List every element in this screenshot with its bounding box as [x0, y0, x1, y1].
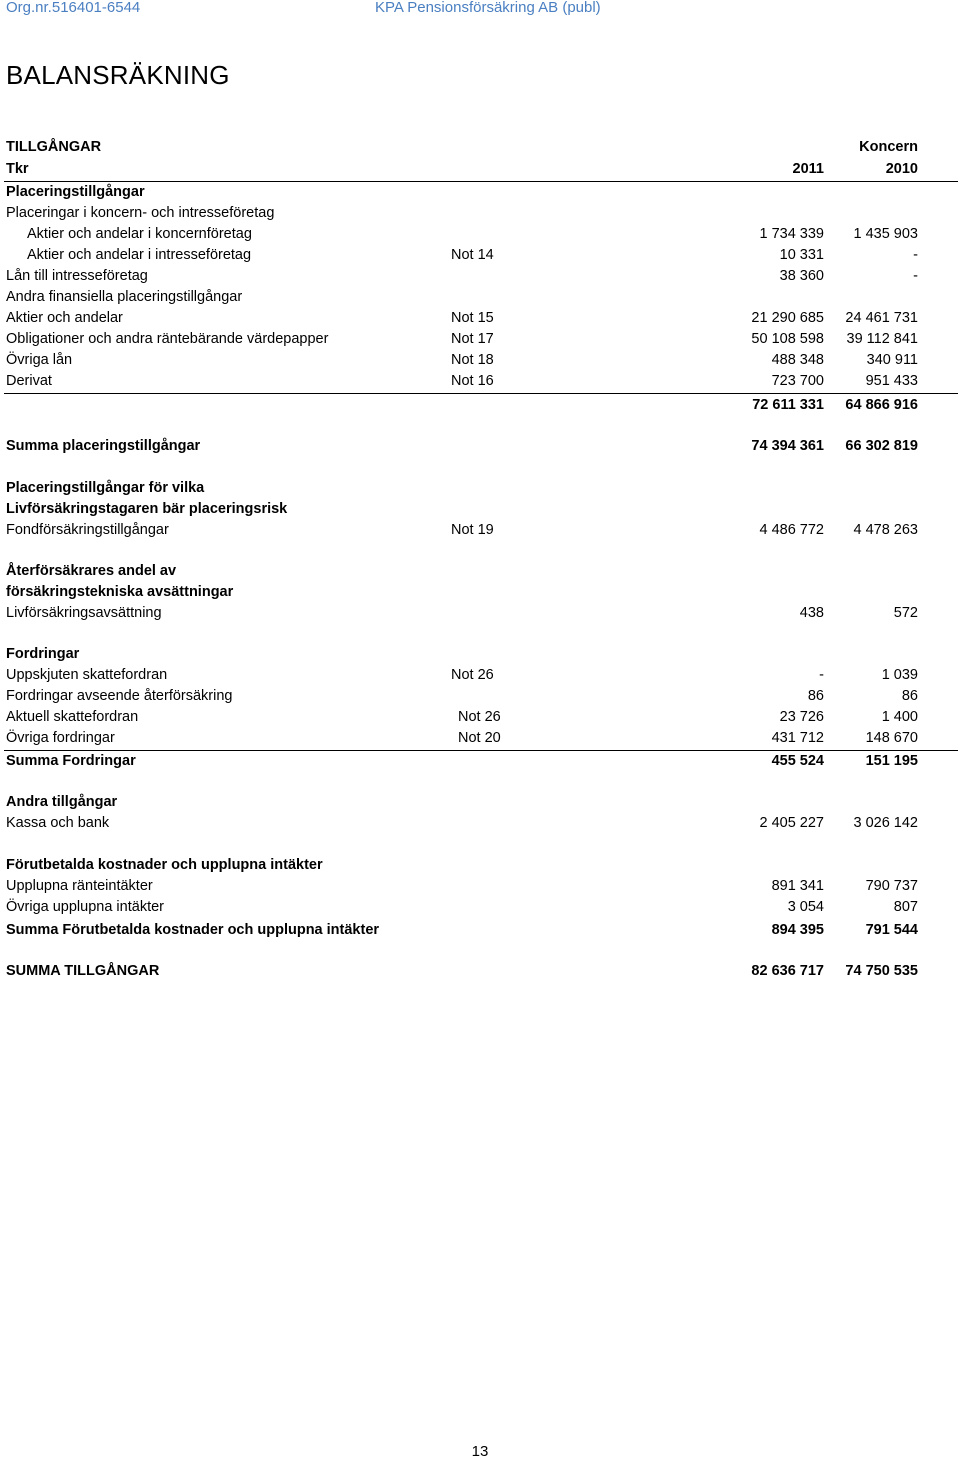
row-label: Fordringar — [6, 646, 80, 662]
value-2010: 951 433 — [865, 373, 918, 389]
table-row — [0, 308, 960, 329]
value-2011: 488 348 — [771, 352, 824, 368]
table-row — [0, 876, 960, 897]
row-label: Övriga lån — [6, 352, 73, 368]
row-note: Not 14 — [451, 247, 494, 263]
value-2010: 39 112 841 — [846, 331, 918, 347]
row-label: Återförsäkrares andel av — [6, 563, 177, 579]
value-2011: 74 394 361 — [751, 438, 824, 454]
row-note: Not 26 — [458, 709, 501, 725]
value-2011: 38 360 — [779, 268, 824, 284]
page-title: BALANSRÄKNING — [6, 60, 230, 90]
value-2010: 86 — [901, 688, 918, 704]
row-note: Not 26 — [451, 667, 494, 683]
table-row — [0, 751, 960, 772]
year-header-row — [0, 159, 960, 180]
value-2010: - — [913, 268, 918, 284]
row-label: försäkringstekniska avsättningar — [6, 584, 234, 600]
row-label: Aktuell skattefordran — [6, 709, 139, 725]
value-2010: 3 026 142 — [853, 815, 918, 831]
value-2011: 894 395 — [771, 922, 824, 938]
org-number: Org.nr.516401-6544 — [6, 0, 141, 16]
group-label: Koncern — [859, 139, 918, 155]
row-note: Not 17 — [451, 331, 494, 347]
value-2010: 340 911 — [866, 352, 918, 368]
column-header-row — [0, 137, 960, 158]
table-row — [0, 245, 960, 266]
row-label: Derivat — [6, 373, 52, 389]
page-number: 13 — [471, 1443, 489, 1460]
value-2010: 66 302 819 — [845, 438, 918, 454]
table-row — [0, 792, 960, 813]
value-2011: 891 341 — [771, 878, 824, 894]
row-label: Andra tillgångar — [6, 794, 118, 810]
value-2010: 148 670 — [865, 730, 918, 746]
table-row — [0, 561, 960, 582]
table-row — [0, 395, 960, 416]
value-2011: 10 331 — [779, 247, 824, 263]
value-2011: - — [819, 667, 824, 683]
value-2010: 4 478 263 — [853, 522, 918, 538]
table-row — [0, 686, 960, 707]
value-2010: 151 195 — [865, 753, 918, 769]
table-row — [0, 520, 960, 541]
row-note: Not 18 — [451, 352, 494, 368]
year-2011: 2011 — [792, 161, 824, 177]
row-label: Fondförsäkringstillgångar — [6, 522, 169, 538]
value-2011: 21 290 685 — [751, 310, 824, 326]
value-2010: - — [913, 247, 918, 263]
table-row — [0, 961, 960, 982]
value-2010: 791 544 — [865, 922, 918, 938]
row-note: Not 19 — [451, 522, 494, 538]
row-label: Uppskjuten skattefordran — [6, 667, 168, 683]
row-label: Övriga fordringar — [6, 730, 115, 746]
table-row — [0, 644, 960, 665]
row-label: Andra finansiella placeringstillgångar — [6, 289, 243, 305]
row-label: Livförsäkringsavsättning — [6, 605, 162, 621]
value-2011: 431 712 — [771, 730, 824, 746]
table-row — [0, 855, 960, 876]
page-header — [0, 0, 960, 18]
value-2011: 86 — [807, 688, 824, 704]
table-row — [0, 478, 960, 499]
table-row — [0, 603, 960, 624]
table-row — [0, 920, 960, 941]
value-2011: 72 611 331 — [752, 397, 824, 413]
value-2011: 2 405 227 — [759, 815, 824, 831]
table-row — [0, 728, 960, 749]
value-2010: 790 737 — [865, 878, 918, 894]
row-label: Placeringstillgångar — [6, 184, 145, 200]
row-label: Fordringar avseende återförsäkring — [6, 688, 233, 704]
table-row — [0, 287, 960, 308]
table-row — [0, 436, 960, 457]
row-label: Obligationer och andra räntebärande värdepapper — [6, 331, 329, 347]
row-label: Summa placeringstillgångar — [6, 438, 201, 454]
value-2010: 24 461 731 — [845, 310, 918, 326]
row-note: Not 20 — [458, 730, 501, 746]
row-note: Not 15 — [451, 310, 494, 326]
row-label: Övriga upplupna intäkter — [6, 899, 164, 915]
value-2011: 23 726 — [779, 709, 824, 725]
row-label: Livförsäkringstagaren bär placeringsrisk — [6, 501, 288, 517]
unit-label: Tkr — [6, 161, 29, 177]
table-row — [0, 182, 960, 203]
row-note: Not 16 — [451, 373, 494, 389]
value-2010: 572 — [893, 605, 918, 621]
table-row — [0, 203, 960, 224]
value-2011: 1 734 339 — [759, 226, 824, 242]
value-2011: 4 486 772 — [759, 522, 824, 538]
value-2011: 50 108 598 — [751, 331, 824, 347]
row-label: Placeringar i koncern- och intresseföretag — [6, 205, 275, 221]
value-2011: 3 054 — [787, 899, 824, 915]
row-label: SUMMA TILLGÅNGAR — [6, 963, 160, 979]
section-label: TILLGÅNGAR — [6, 139, 102, 155]
value-2010: 74 750 535 — [845, 963, 918, 979]
table-row — [0, 371, 960, 392]
row-label: Aktier och andelar i koncernföretag — [27, 226, 252, 242]
value-2010: 1 039 — [881, 667, 918, 683]
subtotal-divider — [4, 393, 958, 394]
table-row — [0, 897, 960, 918]
row-label: Förutbetalda kostnader och upplupna intäkter — [6, 857, 323, 873]
value-2010: 807 — [893, 899, 918, 915]
table-row — [0, 350, 960, 371]
row-label: Placeringstillgångar för vilka — [6, 480, 205, 496]
row-label: Summa Förutbetalda kostnader och upplupna intäkter — [6, 922, 380, 938]
value-2011: 723 700 — [771, 373, 824, 389]
row-label: Summa Fordringar — [6, 753, 136, 769]
year-2010: 2010 — [885, 161, 918, 177]
value-2011: 82 636 717 — [751, 963, 824, 979]
table-row — [0, 582, 960, 603]
table-row — [0, 707, 960, 728]
table-row — [0, 499, 960, 520]
table-row — [0, 266, 960, 287]
value-2010: 1 400 — [881, 709, 918, 725]
value-2011: 455 524 — [771, 753, 824, 769]
value-2010: 1 435 903 — [853, 226, 918, 242]
row-label: Aktier och andelar i intresseföretag — [27, 247, 252, 263]
row-label: Upplupna ränteintäkter — [6, 878, 153, 894]
row-label: Lån till intresseföretag — [6, 268, 148, 284]
table-row — [0, 813, 960, 834]
table-row — [0, 665, 960, 686]
row-label: Aktier och andelar — [6, 310, 123, 326]
company-name: KPA Pensionsförsäkring AB (publ) — [375, 0, 601, 16]
value-2011: 438 — [799, 605, 824, 621]
table-row — [0, 329, 960, 350]
row-label: Kassa och bank — [6, 815, 110, 831]
fordringar-divider — [4, 750, 958, 751]
table-row — [0, 224, 960, 245]
value-2010: 64 866 916 — [845, 397, 918, 413]
